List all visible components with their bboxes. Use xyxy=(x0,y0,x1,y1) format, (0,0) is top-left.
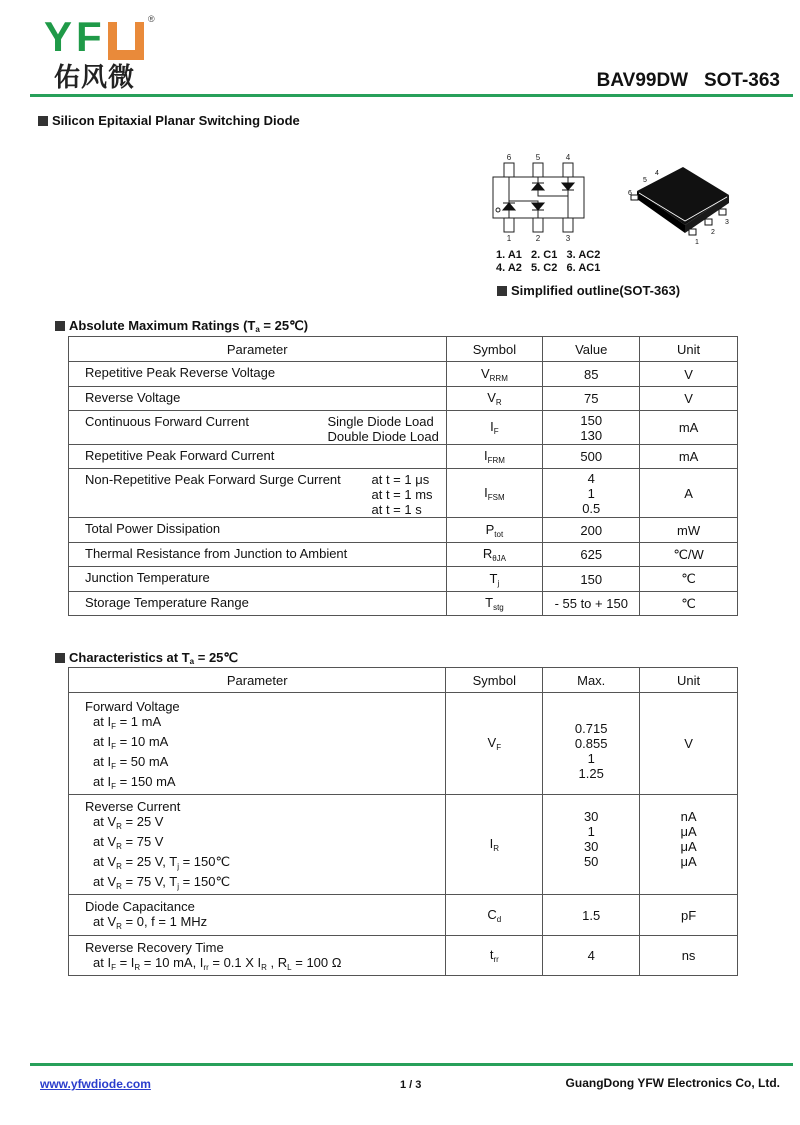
registered-mark: ® xyxy=(148,14,155,24)
logo-letter-y: Y xyxy=(44,13,72,60)
bullet-square-icon xyxy=(497,286,507,296)
table-header-row: Parameter Symbol Max. Unit xyxy=(69,668,738,693)
outline-caption: Simplified outline(SOT-363) xyxy=(497,283,680,298)
characteristics-table xyxy=(68,667,738,976)
table-row: Reverse Current at $V_R = 25$ V at $V_R = 75$ V at $V_R = 25$ V, $T_j$ = 150℃ at $V_R = 75$ V, $T_j$ = 150℃ $I_R$ 30 1 30 50 nA μA μA μA xyxy=(69,795,738,895)
bullet-square-icon xyxy=(55,653,65,663)
bullet-square-icon xyxy=(55,321,65,331)
company-name: GuangDong YFW Electronics Co, Ltd. xyxy=(565,1076,780,1090)
abs-max-heading: Absolute Maximum Ratings ($T_a$ = 25℃) xyxy=(55,318,308,334)
logo-letter-w xyxy=(108,22,144,60)
page-number: 1 / 3 xyxy=(400,1079,422,1091)
table-row: Forward Voltage at $I_F = 1$ mA at $I_F = 10$ mA at $I_F = 50$ mA at $I_F = 150$ mA $V_F$ 0.715 0.855 1 1.25 V xyxy=(69,693,738,795)
pin-label: 6 xyxy=(506,153,512,162)
pinout-diagram xyxy=(488,150,588,250)
table-row: Diode Capacitance at $V_R = 0$, f = 1 MHz $C_d$ 1.5 pF xyxy=(69,895,738,936)
pkg-pin-label: 3 xyxy=(725,219,729,226)
table-row: Reverse Recovery Time at $I_F = I_R = 10$ mA, $I_{rr} = 0.1$ X $I_R$ , $R_L = 100$ Ω $t_{rr}$ 4 ns xyxy=(69,936,738,976)
product-heading: Silicon Epitaxial Planar Switching Diode xyxy=(38,113,300,128)
pkg-pin-label: 6 xyxy=(628,190,632,197)
bullet-square-icon xyxy=(38,116,48,126)
table-row: Total Power Dissipation $P_{tot}$ 200 mW xyxy=(69,518,738,543)
table-row: Reverse Voltage $V_R$ 75 V xyxy=(69,387,738,411)
pkg-pin-label: 1 xyxy=(695,239,699,245)
pkg-pin-label: 4 xyxy=(655,170,659,177)
pin-label: 4 xyxy=(565,153,571,162)
footer-divider xyxy=(30,1063,793,1066)
table-header-row: Parameter Symbol Value Unit xyxy=(69,337,738,362)
table-row: Repetitive Peak Forward Current $I_{FRM}$ 500 mA xyxy=(69,445,738,469)
table-row: Storage Temperature Range $T_{stg}$ - 55 to + 150 ℃ xyxy=(69,592,738,616)
table-row: Continuous Forward Current Single Diode Load Double Diode Load $I_F$ 150 130 mA xyxy=(69,411,738,445)
table-row: Non-Repetitive Peak Forward Surge Current at t = 1 μs at t = 1 ms at t = 1 s $I_{FSM}$ 4 1 0.5 A xyxy=(69,469,738,518)
package-3d-illustration xyxy=(625,155,735,245)
abs-max-table xyxy=(68,336,738,616)
pin-legend: 1. A1 2. C1 3. AC2 4. A2 5. C2 6. AC1 xyxy=(496,249,601,274)
document-title xyxy=(597,70,780,92)
table-row: Thermal Resistance from Junction to Ambient $R_{\theta JA}$ 625 ℃/W xyxy=(69,543,738,567)
pin-label: 5 xyxy=(535,153,541,162)
package-name: SOT-363 xyxy=(703,70,780,91)
logo-chinese-name: 佑风微 xyxy=(54,62,136,92)
pin-label: 3 xyxy=(565,234,571,243)
logo-letter-f: F xyxy=(76,13,101,60)
company-logo xyxy=(44,12,164,96)
part-number: BAV99DW xyxy=(596,70,689,91)
pkg-pin-label: 2 xyxy=(711,229,715,236)
pin-label: 2 xyxy=(535,234,541,243)
characteristics-heading: Characteristics at $T_a$ = 25℃ xyxy=(55,650,238,666)
table-row: Junction Temperature $T_j$ 150 ℃ xyxy=(69,567,738,592)
table-row: Repetitive Peak Reverse Voltage $V_{RRM}$ 85 V xyxy=(69,362,738,387)
pin-label: 1 xyxy=(506,234,512,243)
pkg-pin-label: 5 xyxy=(643,177,647,184)
website-link[interactable]: www.yfwdiode.com xyxy=(40,1077,151,1091)
header-divider xyxy=(30,94,793,97)
